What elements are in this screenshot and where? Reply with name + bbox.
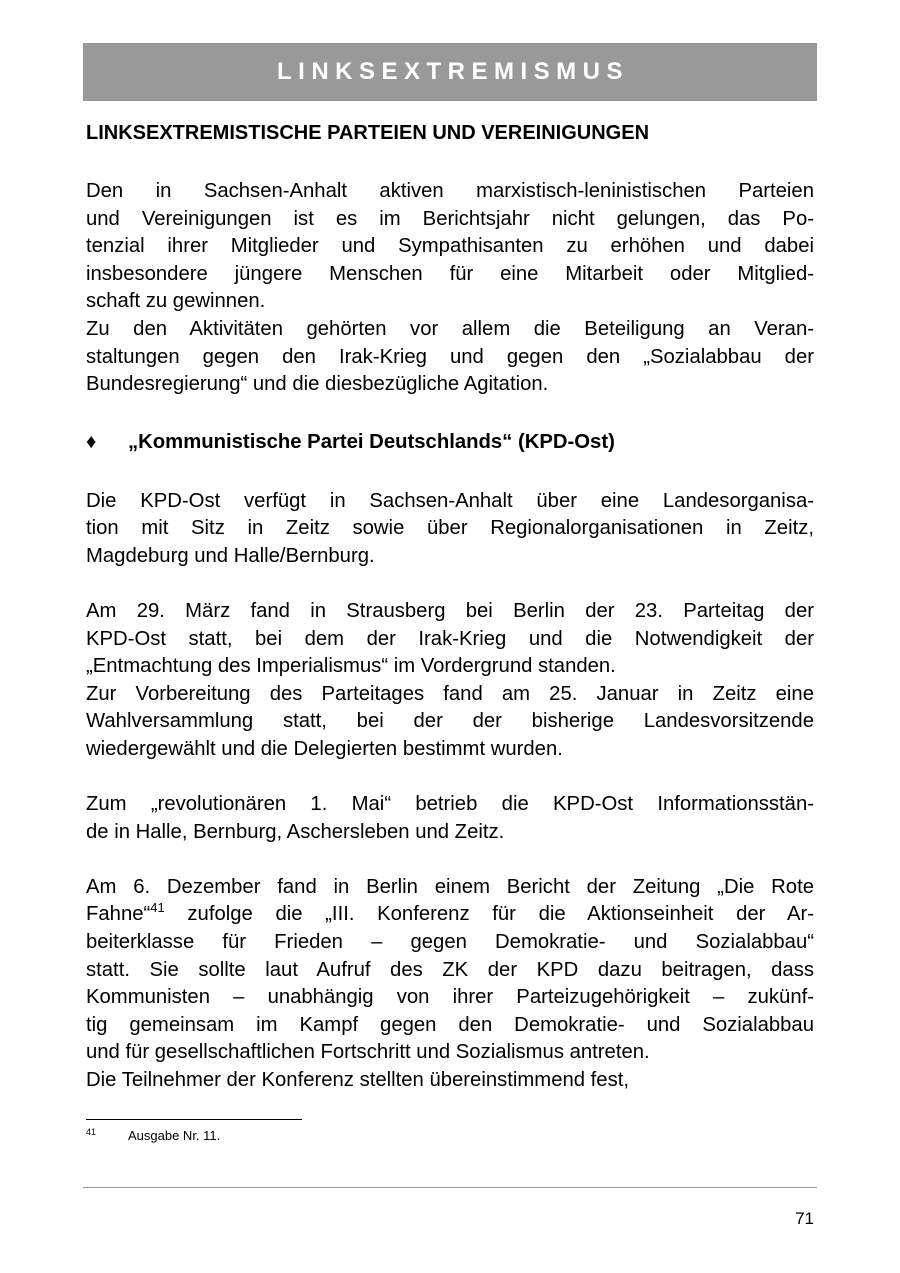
paragraph-spacer [86, 846, 814, 874]
footnote-number: 41 [86, 1127, 97, 1137]
subsection-heading [86, 429, 814, 457]
section-title: LINKSEXTREMISTISCHE PARTEIEN UND VEREINIGUNGEN [86, 122, 650, 144]
text-line: tion mit Sitz in Zeitz sowie über Regionalorganisationen in Zeitz, [86, 517, 814, 540]
text-line: de in Halle, Bernburg, Aschersleben und Zeitz. [86, 820, 505, 843]
subsection-heading-text: „Kommunistische Partei Deutschlands“ (KPD-Ost) [128, 431, 615, 454]
diamond-bullet-icon: ♦ [86, 431, 97, 454]
text-line: Wahlversammlung statt, bei der der bisherige Landesvorsitzende [86, 710, 814, 733]
text-line [86, 901, 814, 929]
text-line: Die Teilnehmer der Konferenz stellten übereinstimmend fest, [86, 1069, 629, 1091]
text-line: insbesondere jüngere Menschen für eine Mitarbeit oder Mitglied- [86, 262, 814, 285]
text-line: Am 6. Dezember fand in Berlin einem Bericht der Zeitung „Die Rote [86, 875, 814, 898]
paragraph-spacer [86, 763, 814, 791]
text-line: Magdeburg und Halle/Bernburg. [86, 544, 375, 567]
text-fragment: zufolge die „III. Konferenz für die Aktionseinheit der Ar- [164, 903, 814, 926]
text-line: Zur Vorbereitung des Parteitages fand am 25. Januar in Zeitz eine [86, 682, 814, 705]
paragraph-spacer [86, 399, 814, 427]
text-line: statt. Sie sollte laut Aufruf des ZK der KPD dazu beitragen, dass [86, 958, 814, 981]
text-line: wiedergewählt und die Delegierten bestimmt wurden. [86, 737, 563, 760]
text-line: und Vereinigungen ist es im Berichtsjahr nicht gelungen, das Po- [86, 207, 814, 230]
text-line: und für gesellschaftlichen Fortschritt und Sozialismus antreten. [86, 1041, 650, 1064]
footer-divider [83, 1187, 817, 1188]
text-line: Am 29. März fand in Strausberg bei Berlin der 23. Parteitag der [86, 599, 814, 622]
paragraph [86, 488, 814, 571]
paragraph-spacer [86, 460, 814, 488]
text-line: tig gemeinsam im Kampf gegen den Demokratie- und Sozialabbau [86, 1013, 814, 1036]
text-line: Die KPD-Ost verfügt in Sachsen-Anhalt über eine Landesorganisa- [86, 489, 814, 512]
paragraph [86, 681, 814, 764]
page-number: 71 [795, 1209, 814, 1228]
text-line: schaft zu gewinnen. [86, 290, 266, 313]
text-fragment: Fahne“ [86, 903, 151, 926]
footnote-reference: 41 [150, 900, 165, 916]
paragraph [86, 598, 814, 681]
text-line: KPD-Ost statt, bei dem der Irak-Krieg und die Notwendigkeit der [86, 627, 814, 650]
chapter-title: LINKSEXTREMISMUS [276, 58, 629, 85]
paragraph [86, 791, 814, 846]
text-line: Kommunisten – unabhängig von ihrer Parteizugehörigkeit – zukünf- [86, 986, 814, 1009]
paragraph [86, 874, 814, 1067]
paragraph-spacer [86, 570, 814, 598]
text-line: Zu den Aktivitäten gehörten vor allem die Beteiligung an Veran- [86, 317, 814, 340]
text-line: Den in Sachsen-Anhalt aktiven marxistisch-leninistischen Parteien [86, 180, 814, 202]
paragraph [86, 1067, 814, 1095]
footnote [86, 1127, 220, 1143]
text-line: „Entmachtung des Imperialismus“ im Vordergrund standen. [86, 655, 616, 678]
paragraph [86, 178, 814, 316]
footnote-divider [86, 1119, 302, 1120]
text-line: Zum „revolutionären 1. Mai“ betrieb die KPD-Ost Informationsstän- [86, 793, 814, 816]
footnote-text: Ausgabe Nr. 11. [128, 1128, 221, 1143]
chapter-banner [83, 43, 817, 101]
text-line: tenzial ihrer Mitglieder und Sympathisanten zu erhöhen und dabei [86, 235, 814, 258]
text-line: beiterklasse für Frieden – gegen Demokratie- und Sozialabbau“ [86, 931, 814, 954]
text-line: staltungen gegen den Irak-Krieg und gegen den „Sozialabbau der [86, 345, 814, 368]
body-text [86, 178, 814, 1095]
text-line: Bundesregierung“ und die diesbezügliche Agitation. [86, 373, 549, 396]
paragraph [86, 316, 814, 399]
